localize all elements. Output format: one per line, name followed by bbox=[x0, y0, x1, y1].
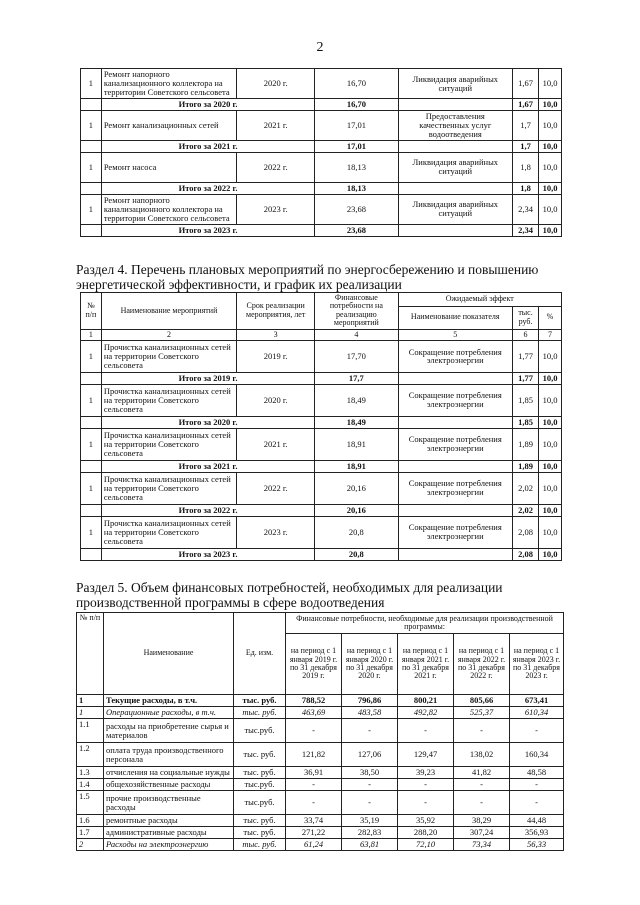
row-num: 1.7 bbox=[77, 827, 104, 839]
row-unit: тыс. руб. bbox=[234, 839, 286, 851]
section4-heading: Раздел 4. Перечень плановых мероприятий по энергосбережению и повышению энергетической эффективности, и график их реализации bbox=[76, 262, 539, 292]
table-row bbox=[77, 827, 564, 839]
row-num: 1 bbox=[81, 340, 102, 372]
total-effect bbox=[398, 416, 513, 428]
row-value: 160,34 bbox=[510, 743, 564, 767]
table-row bbox=[81, 69, 562, 99]
row-value: 525,37 bbox=[454, 707, 510, 719]
total-num bbox=[81, 504, 102, 516]
row-value: - bbox=[454, 719, 510, 743]
total-row bbox=[81, 548, 562, 560]
row-unit: тыс. руб. bbox=[234, 707, 286, 719]
row-year: 2021 г. bbox=[237, 110, 315, 140]
row-name: Прочистка канализационных сетей на территории Советского сельсовета bbox=[101, 516, 236, 548]
row-num: 1 bbox=[81, 69, 102, 99]
total-pct: 10,0 bbox=[539, 224, 562, 236]
total-pct: 10,0 bbox=[539, 416, 562, 428]
th5-group: Финансовые потребности, необходимые для реализации производственной программы: bbox=[286, 613, 564, 634]
row-cost: 20,16 bbox=[315, 472, 398, 504]
row-effect: Ликвидация аварийных ситуаций bbox=[398, 69, 513, 99]
row-rub: 1,67 bbox=[513, 69, 539, 99]
total-effect bbox=[398, 224, 513, 236]
total-pct: 10,0 bbox=[539, 140, 562, 152]
table-continued bbox=[80, 68, 562, 237]
total-pct: 10,0 bbox=[539, 548, 562, 560]
row-effect: Ликвидация аварийных ситуаций bbox=[398, 152, 513, 182]
row-value: 41,82 bbox=[454, 767, 510, 779]
row-num: 1 bbox=[81, 152, 102, 182]
row-num: 2 bbox=[77, 839, 104, 851]
row-value: - bbox=[510, 719, 564, 743]
th5-name: Наименование bbox=[104, 613, 234, 695]
row-value: 73,34 bbox=[454, 839, 510, 851]
row-effect: Сокращение потребления электроэнергии bbox=[398, 340, 513, 372]
row-cost: 18,13 bbox=[315, 152, 398, 182]
row-pct: 10,0 bbox=[539, 194, 562, 224]
row-name: общехозяйственные расходы bbox=[104, 779, 234, 791]
page-number: 2 bbox=[316, 40, 324, 55]
row-name: Прочистка канализационных сетей на территории Советского сельсовета bbox=[101, 340, 236, 372]
total-row bbox=[81, 182, 562, 194]
row-pct: 10,0 bbox=[539, 384, 562, 416]
row-name: Прочистка канализационных сетей на территории Советского сельсовета bbox=[101, 428, 236, 460]
col-number: 2 bbox=[101, 329, 236, 340]
row-value: - bbox=[342, 791, 398, 815]
row-value: - bbox=[286, 779, 342, 791]
total-effect bbox=[398, 140, 513, 152]
row-cost: 23,68 bbox=[315, 194, 398, 224]
row-value: 39,23 bbox=[398, 767, 454, 779]
row-value: 33,74 bbox=[286, 815, 342, 827]
total-row bbox=[81, 416, 562, 428]
th-finance: Финансовые потребности на реализацию мероприятий bbox=[315, 293, 398, 330]
row-value: - bbox=[286, 719, 342, 743]
row-num: 1 bbox=[81, 384, 102, 416]
table-row bbox=[77, 767, 564, 779]
col-number: 4 bbox=[315, 329, 398, 340]
col-number: 5 bbox=[398, 329, 513, 340]
row-value: 35,92 bbox=[398, 815, 454, 827]
col-number: 3 bbox=[237, 329, 315, 340]
total-pct: 10,0 bbox=[539, 460, 562, 472]
row-rub: 2,08 bbox=[513, 516, 539, 548]
row-unit: тыс.руб. bbox=[234, 719, 286, 743]
th5-period: на период с 1 января 2022 г. по 31 декабря 2022 г. bbox=[454, 634, 510, 695]
row-rub: 1,7 bbox=[513, 110, 539, 140]
row-value: 56,33 bbox=[510, 839, 564, 851]
total-pct: 10,0 bbox=[539, 99, 562, 111]
row-rub: 1,85 bbox=[513, 384, 539, 416]
total-rub: 1,67 bbox=[513, 99, 539, 111]
total-cost: 20,16 bbox=[315, 504, 398, 516]
total-effect bbox=[398, 182, 513, 194]
row-num: 1 bbox=[81, 194, 102, 224]
row-year: 2023 г. bbox=[237, 194, 315, 224]
row-value: - bbox=[454, 791, 510, 815]
total-cost: 18,49 bbox=[315, 416, 398, 428]
row-rub: 1,77 bbox=[513, 340, 539, 372]
row-year: 2022 г. bbox=[237, 152, 315, 182]
total-num bbox=[81, 548, 102, 560]
row-pct: 10,0 bbox=[539, 152, 562, 182]
row-value: 72,10 bbox=[398, 839, 454, 851]
table-row bbox=[77, 743, 564, 767]
row-effect: Сокращение потребления электроэнергии bbox=[398, 472, 513, 504]
row-unit: тыс. руб. bbox=[234, 815, 286, 827]
row-num: 1 bbox=[81, 516, 102, 548]
row-num: 1.2 bbox=[77, 743, 104, 767]
row-value: - bbox=[398, 791, 454, 815]
row-value: 796,86 bbox=[342, 695, 398, 707]
table-row bbox=[81, 110, 562, 140]
row-value: 788,52 bbox=[286, 695, 342, 707]
table-row bbox=[81, 516, 562, 548]
table-row bbox=[77, 707, 564, 719]
row-value: - bbox=[454, 779, 510, 791]
row-value: 36,91 bbox=[286, 767, 342, 779]
row-unit: тыс. руб. bbox=[234, 827, 286, 839]
row-unit: тыс. руб. bbox=[234, 743, 286, 767]
row-pct: 10,0 bbox=[539, 69, 562, 99]
row-value: - bbox=[398, 779, 454, 791]
total-rub: 2,02 bbox=[513, 504, 539, 516]
row-value: 48,58 bbox=[510, 767, 564, 779]
total-pct: 10,0 bbox=[539, 182, 562, 194]
total-label: Итого за 2020 г. bbox=[101, 416, 314, 428]
row-effect: Ликвидация аварийных ситуаций bbox=[398, 194, 513, 224]
row-value: 121,82 bbox=[286, 743, 342, 767]
row-value: 288,20 bbox=[398, 827, 454, 839]
row-unit: тыс.руб. bbox=[234, 791, 286, 815]
total-label: Итого за 2023 г. bbox=[101, 224, 314, 236]
row-pct: 10,0 bbox=[539, 340, 562, 372]
total-label: Итого за 2022 г. bbox=[101, 504, 314, 516]
row-rub: 2,34 bbox=[513, 194, 539, 224]
total-pct: 10,0 bbox=[539, 372, 562, 384]
total-num bbox=[81, 224, 102, 236]
row-value: - bbox=[286, 791, 342, 815]
row-pct: 10,0 bbox=[539, 110, 562, 140]
row-unit: тыс. руб. bbox=[234, 695, 286, 707]
row-value: 35,19 bbox=[342, 815, 398, 827]
th-indicator: Наименование показателя bbox=[398, 306, 513, 329]
row-year: 2019 г. bbox=[237, 340, 315, 372]
total-rub: 2,34 bbox=[513, 224, 539, 236]
table-row bbox=[81, 194, 562, 224]
total-num bbox=[81, 99, 102, 111]
row-value: - bbox=[342, 719, 398, 743]
row-name: Текущие расходы, в т.ч. bbox=[104, 695, 234, 707]
row-cost: 16,70 bbox=[315, 69, 398, 99]
row-name: Расходы на электроэнергию bbox=[104, 839, 234, 851]
total-cost: 23,68 bbox=[315, 224, 398, 236]
row-num: 1.6 bbox=[77, 815, 104, 827]
total-rub: 1,77 bbox=[513, 372, 539, 384]
row-num: 1 bbox=[77, 695, 104, 707]
row-name: оплата труда производственного персонала bbox=[104, 743, 234, 767]
row-value: 492,82 bbox=[398, 707, 454, 719]
total-pct: 10,0 bbox=[539, 504, 562, 516]
row-rub: 1,8 bbox=[513, 152, 539, 182]
table-row bbox=[81, 384, 562, 416]
total-effect bbox=[398, 548, 513, 560]
total-row bbox=[81, 224, 562, 236]
row-value: 800,21 bbox=[398, 695, 454, 707]
row-value: 356,93 bbox=[510, 827, 564, 839]
row-value: 463,69 bbox=[286, 707, 342, 719]
row-year: 2021 г. bbox=[237, 428, 315, 460]
col-number: 7 bbox=[539, 329, 562, 340]
row-name: Ремонт насоса bbox=[101, 152, 236, 182]
row-effect: Сокращение потребления электроэнергии bbox=[398, 516, 513, 548]
row-name: отчисления на социальные нужды bbox=[104, 767, 234, 779]
total-num bbox=[81, 460, 102, 472]
total-label: Итого за 2021 г. bbox=[101, 140, 314, 152]
row-cost: 20,8 bbox=[315, 516, 398, 548]
row-year: 2020 г. bbox=[237, 384, 315, 416]
row-name: Ремонт напорного канализационного коллектора на территории Советского сельсовета bbox=[101, 69, 236, 99]
total-cost: 18,91 bbox=[315, 460, 398, 472]
total-num bbox=[81, 372, 102, 384]
row-value: 44,48 bbox=[510, 815, 564, 827]
col-number: 1 bbox=[81, 329, 102, 340]
row-value: 38,29 bbox=[454, 815, 510, 827]
table-row bbox=[77, 779, 564, 791]
row-value: 61,24 bbox=[286, 839, 342, 851]
total-rub: 1,8 bbox=[513, 182, 539, 194]
row-value: 38,50 bbox=[342, 767, 398, 779]
row-name: Прочистка канализационных сетей на территории Советского сельсовета bbox=[101, 472, 236, 504]
total-row bbox=[81, 504, 562, 516]
row-unit: тыс. руб. bbox=[234, 767, 286, 779]
row-name: Ремонт канализационных сетей bbox=[101, 110, 236, 140]
total-row bbox=[81, 99, 562, 111]
row-value: 307,24 bbox=[454, 827, 510, 839]
total-rub: 1,7 bbox=[513, 140, 539, 152]
total-cost: 17,01 bbox=[315, 140, 398, 152]
row-name: прочие производственные расходы bbox=[104, 791, 234, 815]
row-num: 1.1 bbox=[77, 719, 104, 743]
total-row bbox=[81, 460, 562, 472]
row-value: - bbox=[398, 719, 454, 743]
row-value: 129,47 bbox=[398, 743, 454, 767]
total-effect bbox=[398, 99, 513, 111]
total-num bbox=[81, 182, 102, 194]
row-cost: 18,91 bbox=[315, 428, 398, 460]
total-effect bbox=[398, 372, 513, 384]
total-row bbox=[81, 140, 562, 152]
row-cost: 18,49 bbox=[315, 384, 398, 416]
row-num: 1.4 bbox=[77, 779, 104, 791]
table-row bbox=[81, 428, 562, 460]
total-cost: 16,70 bbox=[315, 99, 398, 111]
row-name: расходы на приобретение сырья и материалов bbox=[104, 719, 234, 743]
row-effect: Сокращение потребления электроэнергии bbox=[398, 428, 513, 460]
row-name: административные расходы bbox=[104, 827, 234, 839]
table-row bbox=[81, 472, 562, 504]
row-value: - bbox=[510, 791, 564, 815]
table-row bbox=[77, 695, 564, 707]
row-value: 673,41 bbox=[510, 695, 564, 707]
th-name: Наименование мероприятий bbox=[101, 293, 236, 330]
th5-period: на период с 1 января 2021 г. по 31 декабря 2021 г. bbox=[398, 634, 454, 695]
section5-heading: Раздел 5. Объем финансовых потребностей, необходимых для реализации производственной программы в сфере водоотведения bbox=[76, 580, 503, 610]
table-row bbox=[77, 719, 564, 743]
row-value: 805,66 bbox=[454, 695, 510, 707]
row-num: 1 bbox=[81, 472, 102, 504]
total-cost: 20,8 bbox=[315, 548, 398, 560]
th-term: Срок реализации мероприятия, лет bbox=[237, 293, 315, 330]
row-num: 1.3 bbox=[77, 767, 104, 779]
row-unit: тыс.руб. bbox=[234, 779, 286, 791]
row-effect: Сокращение потребления электроэнергии bbox=[398, 384, 513, 416]
table-row bbox=[81, 152, 562, 182]
total-effect bbox=[398, 460, 513, 472]
row-value: 610,34 bbox=[510, 707, 564, 719]
th-pct: % bbox=[539, 306, 562, 329]
row-value: 271,22 bbox=[286, 827, 342, 839]
row-pct: 10,0 bbox=[539, 516, 562, 548]
row-value: 138,02 bbox=[454, 743, 510, 767]
th5-num: № п/п bbox=[77, 613, 104, 695]
row-value: - bbox=[510, 779, 564, 791]
total-rub: 1,85 bbox=[513, 416, 539, 428]
row-name: ремонтные расходы bbox=[104, 815, 234, 827]
row-name: Операционные расходы, в т.ч. bbox=[104, 707, 234, 719]
row-name: Ремонт напорного канализационного коллектора на территории Советского сельсовета bbox=[101, 194, 236, 224]
row-cost: 17,01 bbox=[315, 110, 398, 140]
table-row bbox=[77, 791, 564, 815]
row-num: 1.5 bbox=[77, 791, 104, 815]
row-pct: 10,0 bbox=[539, 472, 562, 504]
row-year: 2023 г. bbox=[237, 516, 315, 548]
total-label: Итого за 2019 г. bbox=[101, 372, 314, 384]
th5-period: на период с 1 января 2023 г. по 31 декабря 2023 г. bbox=[510, 634, 564, 695]
th5-unit: Ед. изм. bbox=[234, 613, 286, 695]
row-value: 282,83 bbox=[342, 827, 398, 839]
total-rub: 1,89 bbox=[513, 460, 539, 472]
table-row bbox=[77, 815, 564, 827]
row-value: 127,06 bbox=[342, 743, 398, 767]
row-num: 1 bbox=[81, 110, 102, 140]
row-num: 1 bbox=[81, 428, 102, 460]
section4-table bbox=[80, 292, 562, 561]
total-num bbox=[81, 140, 102, 152]
row-year: 2020 г. bbox=[237, 69, 315, 99]
row-num: 1 bbox=[77, 707, 104, 719]
total-cost: 18,13 bbox=[315, 182, 398, 194]
th-rub: тыс. руб. bbox=[513, 306, 539, 329]
row-cost: 17,70 bbox=[315, 340, 398, 372]
table-row bbox=[81, 340, 562, 372]
total-effect bbox=[398, 504, 513, 516]
total-label: Итого за 2021 г. bbox=[101, 460, 314, 472]
th-effect: Ожидаемый эффект bbox=[398, 293, 562, 307]
row-value: 63,81 bbox=[342, 839, 398, 851]
row-value: - bbox=[342, 779, 398, 791]
row-rub: 2,02 bbox=[513, 472, 539, 504]
row-year: 2022 г. bbox=[237, 472, 315, 504]
col-number: 6 bbox=[513, 329, 539, 340]
table-row bbox=[77, 839, 564, 851]
total-label: Итого за 2023 г. bbox=[101, 548, 314, 560]
row-effect: Предоставления качественных услуг водоотведения bbox=[398, 110, 513, 140]
total-label: Итого за 2022 г. bbox=[101, 182, 314, 194]
total-num bbox=[81, 416, 102, 428]
total-label: Итого за 2020 г. bbox=[101, 99, 314, 111]
total-cost: 17,7 bbox=[315, 372, 398, 384]
total-row bbox=[81, 372, 562, 384]
th5-period: на период с 1 января 2019 г. по 31 декабря 2019 г. bbox=[286, 634, 342, 695]
total-rub: 2,08 bbox=[513, 548, 539, 560]
th5-period: на период с 1 января 2020 г. по 31 декабря 2020 г. bbox=[342, 634, 398, 695]
row-rub: 1,89 bbox=[513, 428, 539, 460]
section5-table bbox=[76, 612, 564, 851]
row-name: Прочистка канализационных сетей на территории Советского сельсовета bbox=[101, 384, 236, 416]
row-pct: 10,0 bbox=[539, 428, 562, 460]
row-value: 483,58 bbox=[342, 707, 398, 719]
th-num: № п/п bbox=[81, 293, 102, 330]
